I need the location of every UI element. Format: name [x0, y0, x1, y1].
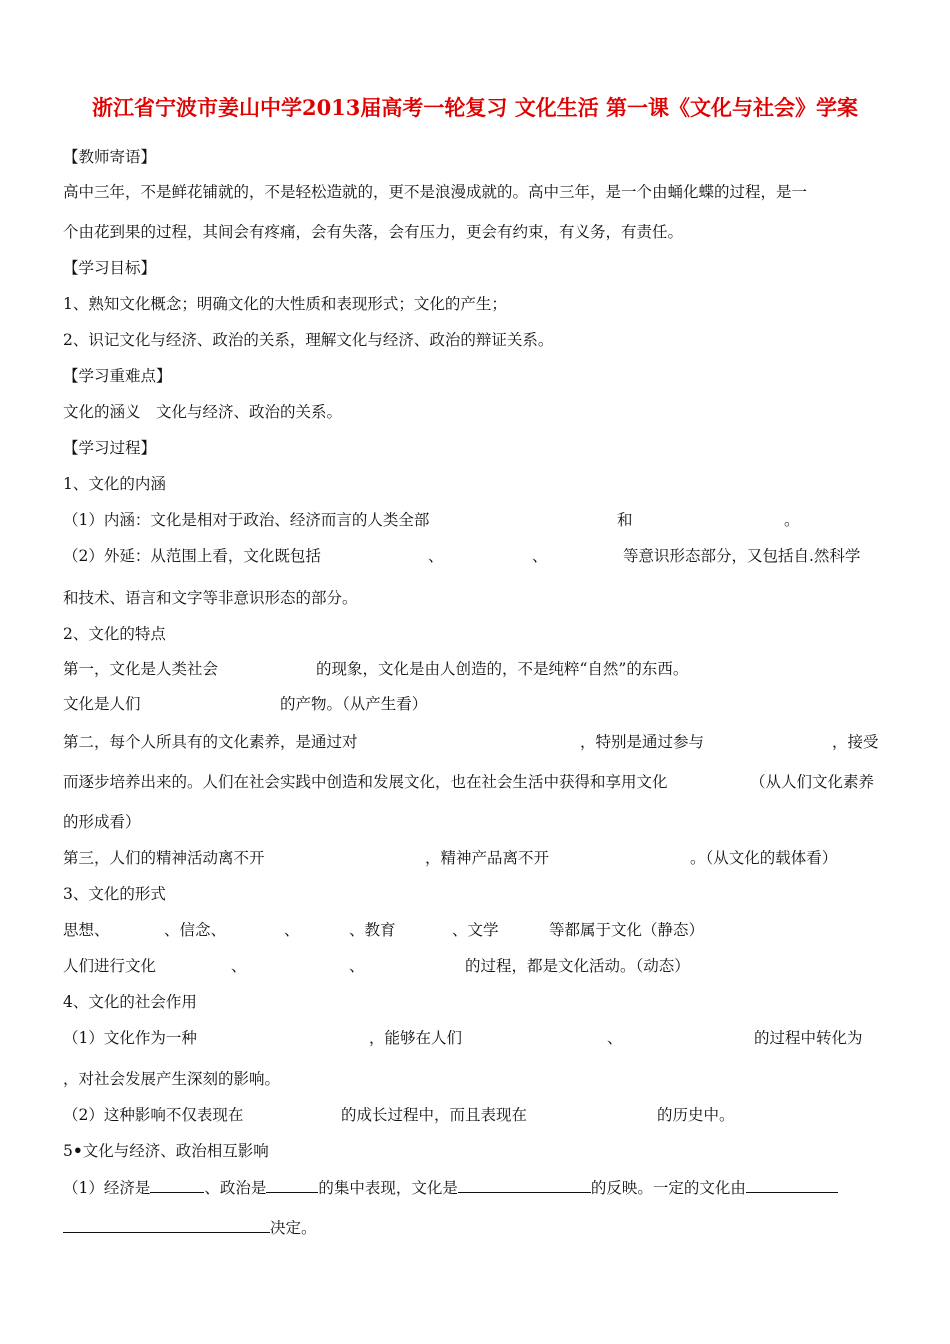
p4-3-text-c: 的历史中。	[657, 1106, 735, 1124]
teacher-words-line-1: 高中三年，不是鲜花铺就的，不是轻松造就的，更不是浪漫成就的。高中三年，是一个由蛹化蝶的过程，是一	[63, 183, 808, 201]
p5-1-text-c: 的集中表现，文化是	[318, 1179, 458, 1197]
p3-2-text-d: 的过程，都是文化活动。（动态）	[465, 957, 690, 975]
p3-2-text-a: 人们进行文化	[63, 957, 157, 975]
goal-1: 1、熟知文化概念；明确文化的大性质和表现形式；文化的产生；	[63, 295, 507, 313]
p2-3-text-b: ，特别是通过参与	[580, 733, 705, 751]
section-teacher-words: 【教师寄语】	[63, 148, 157, 166]
part-5-title: 文化与经济、政治相互影响	[82, 1142, 269, 1160]
p4-3-text-a: （2）这种影响不仅表现在	[63, 1106, 244, 1124]
p4-1-text-a: （1）文化作为一种	[63, 1029, 197, 1047]
part-2-heading: 2、文化的特点	[63, 625, 166, 643]
p2-1-text-b: 的现象，文化是由人创造的，不是纯粹“自然”的东西。	[316, 660, 689, 678]
p1-1-text-c: 。	[784, 511, 800, 529]
p1-2-text-c: 、	[532, 547, 548, 565]
part-5-heading	[63, 1141, 269, 1161]
blank-2[interactable]	[266, 1178, 318, 1193]
p2-5-text: 的形成看）	[63, 813, 141, 831]
p2-6-text-c: 。（从文化的载体看）	[690, 849, 838, 867]
p4-3-text-b: 的成长过程中，而且表现在	[341, 1106, 528, 1124]
p4-2-text: ，对社会发展产生深刻的影响。	[63, 1070, 281, 1088]
p3-1-text-c: 、	[284, 921, 300, 939]
part-1-heading: 1、文化的内涵	[63, 475, 166, 493]
p3-1-text-d: 、教育	[349, 921, 396, 939]
p3-2-text-b: 、	[231, 957, 247, 975]
p4-1-text-d: 的过程中转化为	[754, 1029, 863, 1047]
part-3-heading: 3、文化的形式	[63, 885, 166, 903]
p5-2-text: 决定。	[270, 1219, 317, 1237]
p3-1-text-b: 、信念、	[164, 921, 227, 939]
p2-2-text-b: 的产物。（从产生看）	[280, 695, 428, 713]
blank-4[interactable]	[746, 1178, 838, 1193]
p5-1-line	[63, 1178, 838, 1198]
teacher-words-line-2: 个由花到果的过程，其间会有疼痛，会有失落，会有压力，更会有约束，有义务，有责任。	[63, 223, 684, 241]
p3-1-text-e: 、文学	[452, 921, 499, 939]
p2-3-text-c: ，接受	[832, 733, 879, 751]
p5-1-text-b: 、政治是	[204, 1179, 267, 1197]
p5-1-text-d: 的反映。一定的文化由	[590, 1179, 746, 1197]
p5-1-text-a: （1）经济是	[63, 1179, 151, 1197]
bullet-dot: •	[72, 1141, 83, 1160]
p2-1-text-a: 第一，文化是人类社会	[63, 660, 219, 678]
p2-4-text-b: （从人们文化素养	[750, 773, 875, 791]
p3-1-text-a: 思想、	[63, 921, 110, 939]
section-learning-process: 【学习过程】	[63, 439, 157, 457]
p2-2-text-a: 文化是人们	[63, 695, 141, 713]
p2-6-text-b: ，精神产品离不开	[425, 849, 550, 867]
p4-1-text-b: ，能够在人们	[369, 1029, 463, 1047]
p1-2-text-e: 和技术、语言和文字等非意识形态的部分。	[63, 589, 358, 607]
section-learning-goals: 【学习目标】	[63, 259, 157, 277]
p2-6-text-a: 第三，人们的精神活动离不开	[63, 849, 265, 867]
p2-4-text-a: 而逐步培养出来的。人们在社会实践中创造和发展文化，也在社会生活中获得和享用文化	[63, 773, 668, 791]
p3-2-text-c: 、	[349, 957, 365, 975]
p1-2-text-b: 、	[428, 547, 444, 565]
p4-1-text-c: 、	[607, 1029, 623, 1047]
p1-2-text-a: （2）外延：从范围上看，文化既包括	[63, 547, 321, 565]
blank-5[interactable]	[63, 1218, 270, 1233]
p2-3-text-a: 第二，每个人所具有的文化素养，是通过对	[63, 733, 358, 751]
blank-1[interactable]	[150, 1178, 204, 1193]
p5-2-line	[63, 1218, 317, 1238]
blank-3[interactable]	[458, 1178, 591, 1193]
document-title: 浙江省宁波市姜山中学2013届高考一轮复习 文化生活 第一课《文化与社会》学案	[91, 95, 859, 120]
p1-1-text-a: （1）内涵：文化是相对于政治、经济而言的人类全部	[63, 511, 430, 529]
p1-2-text-d: 等意识形态部分，又包括自.然科学	[623, 547, 861, 565]
part-4-heading: 4、文化的社会作用	[63, 993, 197, 1011]
part-5-number: 5	[63, 1142, 73, 1160]
key-points-text: 文化的涵义 文化与经济、政治的关系。	[63, 403, 343, 421]
section-key-points: 【学习重难点】	[63, 367, 172, 385]
p1-1-text-b: 和	[617, 511, 633, 529]
p3-1-text-f: 等都属于文化（静态）	[549, 921, 705, 939]
goal-2: 2、识记文化与经济、政治的关系，理解文化与经济、政治的辩证关系。	[63, 331, 554, 349]
